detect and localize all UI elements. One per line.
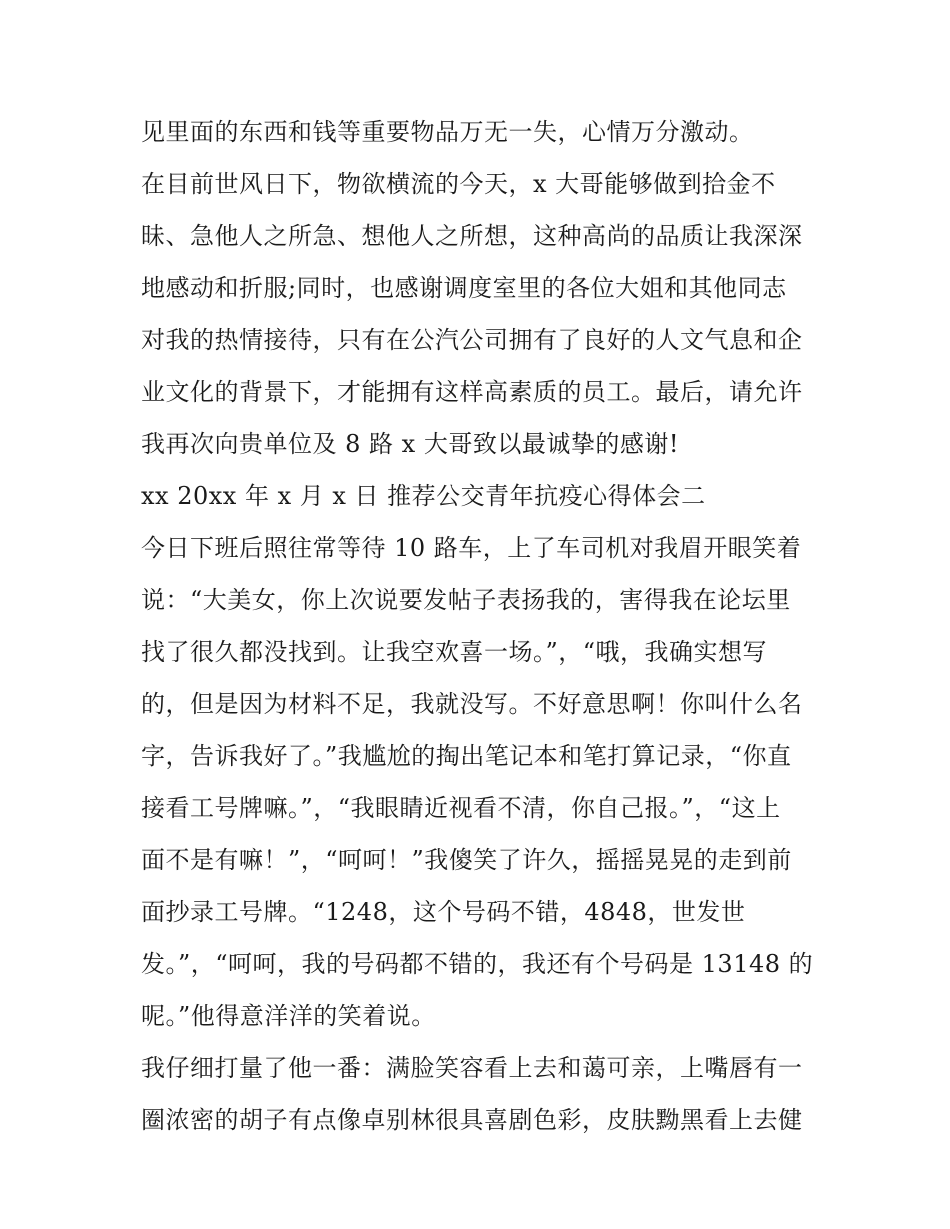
text-line: 说：“大美女，你上次说要发帖子表扬我的，害得我在论坛里 — [141, 586, 791, 614]
text-line: 接看工号牌嘛。”，“我眼睛近视看不清，你自己报。”，“这上 — [141, 794, 781, 822]
text-line: 呢。”他得意洋洋的笑着说。 — [141, 1002, 436, 1030]
text-line: 业文化的背景下，才能拥有这样高素质的员工。最后，请允许 — [141, 378, 803, 406]
text-line: 面抄录工号牌。“1248，这个号码不错，4848，世发世 — [141, 898, 746, 926]
text-line: 面不是有嘛！”，“呵呵！”我傻笑了许久，摇摇晃晃的走到前 — [141, 846, 792, 874]
document-body — [141, 106, 821, 1146]
text-line: 对我的热情接待，只有在公汽公司拥有了良好的人文气息和企 — [141, 326, 803, 354]
text-line: 我再次向贵单位及 8 路 x 大哥致以最诚挚的感谢! — [141, 430, 679, 458]
text-line: 见里面的东西和钱等重要物品万无一失，心情万分激动。 — [141, 118, 754, 146]
text-line: 今日下班后照往常等待 10 路车，上了车司机对我眉开眼笑着 — [141, 534, 802, 562]
text-line: 圈浓密的胡子有点像卓别林很具喜剧色彩，皮肤黝黑看上去健 — [141, 1106, 803, 1134]
text-line: 字，告诉我好了。”我尴尬的掏出笔记本和笔打算记录，“你直 — [141, 742, 792, 770]
text-line: 昧、急他人之所急、想他人之所想，这种高尚的品质让我深深 — [141, 222, 803, 250]
text-line: 在目前世风日下，物欲横流的今天，x 大哥能够做到拾金不 — [141, 170, 776, 198]
text-line: 的，但是因为材料不足，我就没写。不好意思啊！你叫什么名 — [141, 690, 803, 718]
text-line: 地感动和折服;同时，也感谢调度室里的各位大姐和其他同志 — [141, 274, 787, 302]
text-line: 我仔细打量了他一番：满脸笑容看上去和蔼可亲，上嘴唇有一 — [141, 1054, 803, 1082]
text-line: 发。”，“呵呵，我的号码都不错的，我还有个号码是 13148 的 — [141, 950, 814, 978]
text-line: 找了很久都没找到。让我空欢喜一场。”，“哦，我确实想写 — [141, 638, 768, 666]
section-heading-line: xx 20xx 年 x 月 x 日 推荐公交青年抗疫心得体会二 — [141, 482, 706, 510]
